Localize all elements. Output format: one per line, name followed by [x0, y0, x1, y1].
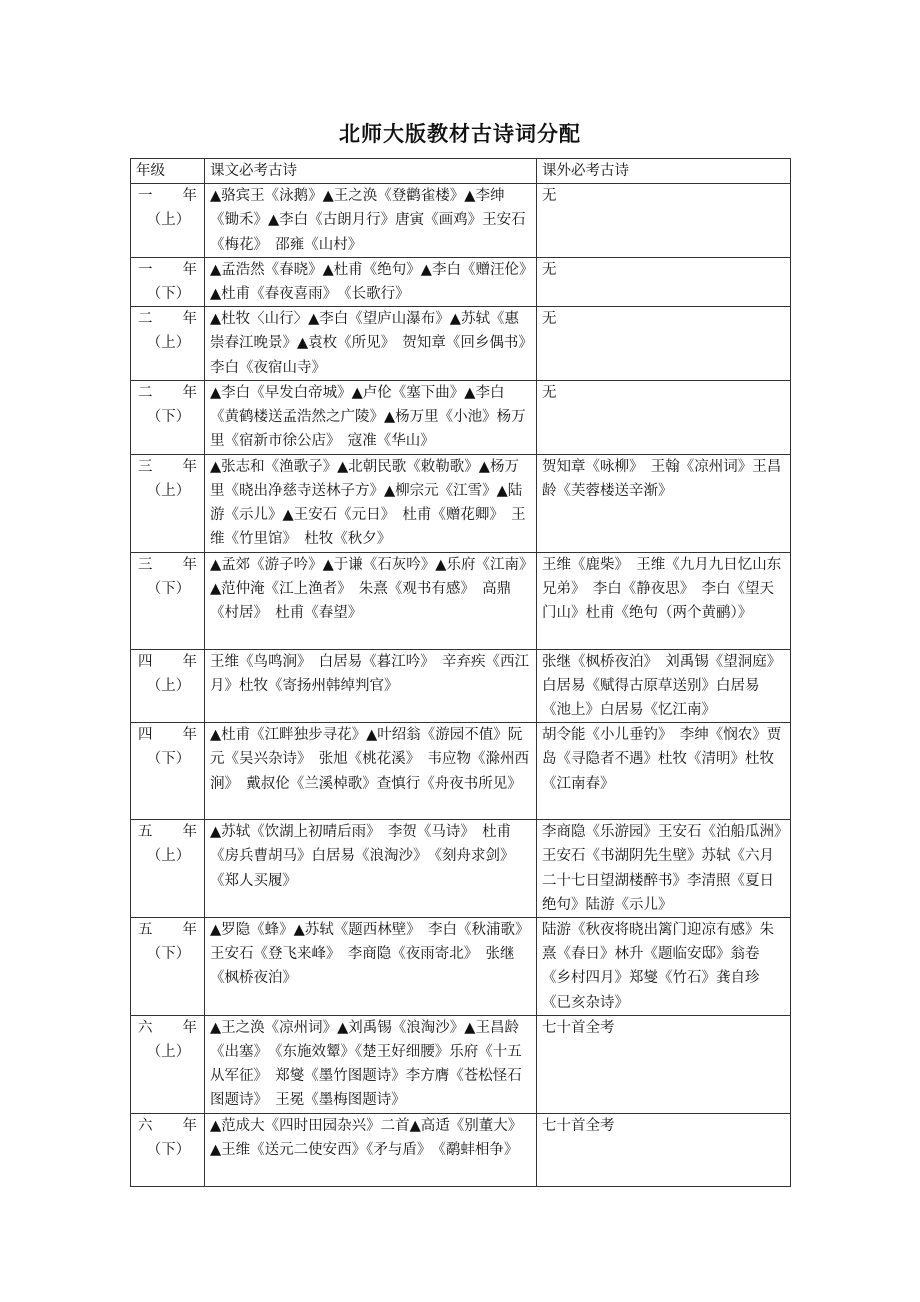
term-label: （上） — [146, 212, 191, 229]
term-label: （上） — [146, 848, 191, 865]
grade-cell — [131, 184, 205, 258]
out-class-poems: 陆游《秋夜将晓出篱门迎凉有感》朱熹《春日》林升《题临安邸》翁卷《乡村四月》郑燮《竹石》龚自珍《已亥杂诗》 — [537, 918, 791, 1016]
term-label: （上） — [146, 1044, 191, 1061]
grade-cell — [131, 552, 205, 649]
grade-label: 一 年 — [138, 261, 197, 278]
table-row — [131, 552, 791, 649]
poem-allocation-table — [130, 158, 791, 1187]
table-row — [131, 1113, 791, 1186]
grade-cell — [131, 257, 205, 306]
in-class-poems: ▲苏轼《饮湖上初晴后雨》 李贺《马诗》 杜甫《房兵曹胡马》白居易《浪淘沙》 《刻舟求剑》 《郑人买履》 — [205, 820, 537, 918]
grade-cell — [131, 723, 205, 820]
grade-label: 六 年 — [138, 1117, 197, 1134]
grade-cell — [131, 820, 205, 918]
grade-label: 四 年 — [138, 653, 197, 670]
header-grade: 年级 — [131, 159, 205, 184]
table-row — [131, 307, 791, 381]
term-label: （下） — [146, 1141, 191, 1158]
grade-cell — [131, 918, 205, 1016]
in-class-poems: ▲范成大《四时田园杂兴》二首▲高适《别董大》▲王维《送元二使安西》《矛与盾》 《鹬蚌相争》 — [205, 1113, 537, 1186]
grade-cell — [131, 1113, 205, 1186]
table-row — [131, 184, 791, 258]
term-label: （下） — [146, 580, 191, 597]
table-row — [131, 257, 791, 306]
in-class-poems: ▲李白《早发白帝城》▲卢伦《塞下曲》▲李白《黄鹤楼送孟浩然之广陵》▲杨万里《小池》杨万里《宿新市徐公店》 寇准《华山》 — [205, 380, 537, 454]
table-row — [131, 918, 791, 1016]
table-row — [131, 454, 791, 552]
in-class-poems: ▲杜甫《江畔独步寻花》▲叶绍翁《游园不值》阮元《吴兴杂诗》 张旭《桃花溪》 韦应物《滁州西涧》 戴叔伦《兰溪棹歌》查慎行《舟夜书所见》 — [205, 723, 537, 820]
header-in-class-poems: 课文必考古诗 — [205, 159, 537, 184]
out-class-poems: 无 — [537, 307, 791, 381]
in-class-poems: ▲骆宾王《泳鹅》▲王之涣《登鹳雀楼》▲李绅《锄禾》▲李白《古朗月行》唐寅《画鸡》王安石《梅花》 邵雍《山村》 — [205, 184, 537, 258]
table-row — [131, 723, 791, 820]
grade-cell — [131, 380, 205, 454]
table-row — [131, 820, 791, 918]
in-class-poems: ▲王之涣《凉州词》▲刘禹锡《浪淘沙》▲王昌龄《出塞》 《东施效颦》《楚王好细腰》乐府《十五从军征》 郑燮《墨竹图题诗》李方膺《苍松怪石图题诗》 王冕《墨梅图题诗》 — [205, 1015, 537, 1113]
term-label: （上） — [146, 677, 191, 694]
in-class-poems: ▲张志和《渔歌子》▲北朝民歌《敕勒歌》▲杨万里《晓出净慈寺送林子方》▲柳宗元《江雪》▲陆游《示儿》▲王安石《元日》 杜甫《赠花卿》 王维《竹里馆》 杜牧《秋夕》 — [205, 454, 537, 552]
grade-cell — [131, 649, 205, 723]
grade-label: 一 年 — [138, 188, 197, 205]
grade-cell — [131, 1015, 205, 1113]
out-class-poems: 贺知章《咏柳》 王翰《凉州词》王昌龄《芙蓉楼送辛渐》 — [537, 454, 791, 552]
grade-label: 五 年 — [138, 824, 197, 841]
out-class-poems: 张继《枫桥夜泊》 刘禹锡《望洞庭》 白居易《赋得古原草送别》白居易《池上》白居易《忆江南》 — [537, 649, 791, 723]
out-class-poems: 王维《鹿柴》 王维《九月九日忆山东兄弟》 李白《静夜思》 李白《望天门山》杜甫《绝句（两个黄鹂）》 — [537, 552, 791, 649]
out-class-poems: 七十首全考 — [537, 1015, 791, 1113]
table-header-row — [131, 159, 791, 184]
grade-cell — [131, 307, 205, 381]
grade-label: 三 年 — [138, 556, 197, 573]
grade-label: 三 年 — [138, 458, 197, 475]
out-class-poems: 无 — [537, 257, 791, 306]
document-title: 北师大版教材古诗词分配 — [339, 122, 581, 146]
table-row — [131, 649, 791, 723]
grade-label: 二 年 — [138, 311, 197, 328]
out-class-poems: 李商隐《乐游园》王安石《泊船瓜洲》王安石《书湖阴先生壁》苏轼《六月二十七日望湖楼醉书》李清照《夏日绝句》陆游《示儿》 — [537, 820, 791, 918]
grade-label: 二 年 — [138, 384, 197, 401]
term-label: （上） — [146, 483, 191, 500]
grade-cell — [131, 454, 205, 552]
out-class-poems: 无 — [537, 184, 791, 258]
grade-label: 五 年 — [138, 922, 197, 939]
in-class-poems: 王维《鸟鸣涧》 白居易《暮江吟》 辛弃疾《西江月》杜牧《寄扬州韩绰判官》 — [205, 649, 537, 723]
term-label: （下） — [146, 946, 191, 963]
grade-label: 六 年 — [138, 1019, 197, 1036]
out-class-poems: 胡令能《小儿垂钓》 李绅《悯农》贾岛《寻隐者不遇》杜牧《清明》杜牧《江南春》 — [537, 723, 791, 820]
out-class-poems: 七十首全考 — [537, 1113, 791, 1186]
grade-label: 四 年 — [138, 727, 197, 744]
in-class-poems: ▲罗隐《蜂》▲苏轼《题西林壁》 李白《秋浦歌》 王安石《登飞来峰》 李商隐《夜雨寄北》 张继《枫桥夜泊》 — [205, 918, 537, 1016]
term-label: （下） — [146, 751, 191, 768]
table-row — [131, 1015, 791, 1113]
in-class-poems: ▲杜牧〈山行〉▲李白《望庐山瀑布》▲苏轼《惠崇春江晚景》▲袁枚《所见》 贺知章《回乡偶书》 李白《夜宿山寺》 — [205, 307, 537, 381]
in-class-poems: ▲孟郊《游子吟》▲于谦《石灰吟》▲乐府《江南》▲范仲淹《江上渔者》 朱熹《观书有感》 高鼎《村居》 杜甫《春望》 — [205, 552, 537, 649]
term-label: （上） — [146, 335, 191, 352]
table-row — [131, 380, 791, 454]
out-class-poems: 无 — [537, 380, 791, 454]
in-class-poems: ▲孟浩然《春晓》▲杜甫《绝句》▲李白《赠汪伦》▲杜甫《春夜喜雨》 《长歌行》 — [205, 257, 537, 306]
header-out-class-poems: 课外必考古诗 — [537, 159, 791, 184]
term-label: （下） — [146, 409, 191, 426]
term-label: （下） — [146, 286, 191, 303]
